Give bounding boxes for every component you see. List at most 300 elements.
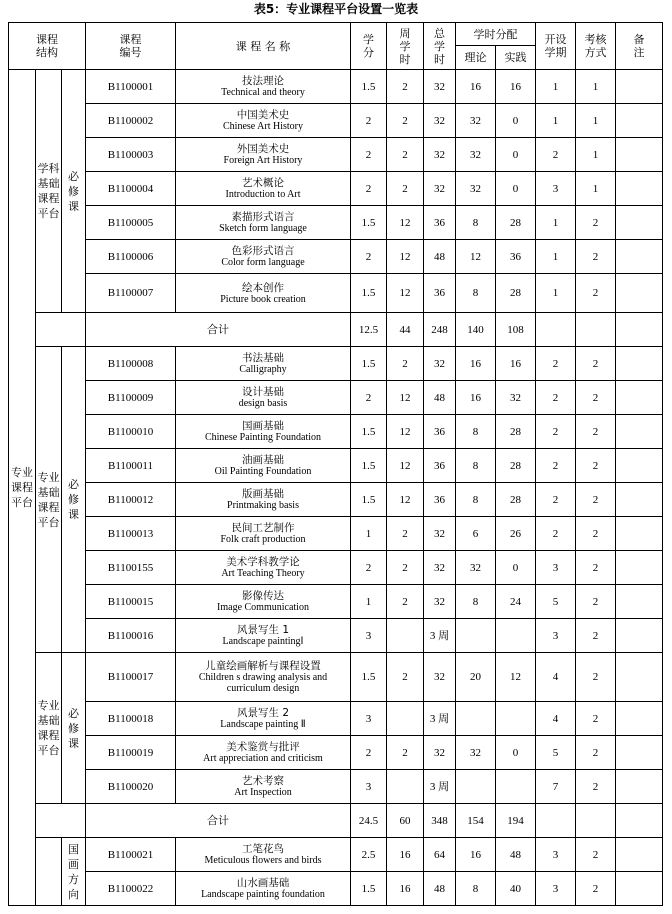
- cell-weekly: 2: [387, 172, 424, 206]
- header-name: 课 程 名 称: [176, 23, 351, 70]
- cell-remarks: [616, 172, 663, 206]
- cell-credits: 3: [351, 619, 387, 653]
- cell-semester: 3: [536, 838, 576, 872]
- group2b-label-text: 专业基础课程平台: [37, 699, 60, 757]
- course-name: [176, 274, 351, 313]
- header-weekly: 周学时: [387, 23, 424, 70]
- cell-semester: 3: [536, 872, 576, 906]
- cell-weekly: 12: [387, 206, 424, 240]
- course-name-en: Landscape painting foundation: [201, 889, 325, 900]
- table-row: [9, 138, 663, 172]
- cell-semester: 1: [536, 274, 576, 313]
- cell-semester: 1: [536, 70, 576, 104]
- table-row: [9, 381, 663, 415]
- course-name-cn: 色彩形式语言: [231, 245, 295, 257]
- cell-practice: 28: [496, 206, 536, 240]
- cell-assess: 2: [576, 551, 616, 585]
- cell-weekly: 12: [387, 274, 424, 313]
- cell-credits: 1.5: [351, 347, 387, 381]
- cell-weekly: 12: [387, 381, 424, 415]
- course-name: [176, 551, 351, 585]
- cell-total: 48: [424, 240, 456, 274]
- cell-theory: 8: [456, 585, 496, 619]
- cell-remarks: [616, 274, 663, 313]
- header-code: 课程编号: [86, 23, 176, 70]
- course-name-en: Art Teaching Theory: [221, 568, 305, 579]
- course-name-en: design basis: [238, 398, 288, 409]
- course-code: B1100013: [86, 517, 176, 551]
- cell-credits: 1.5: [351, 415, 387, 449]
- cell-remarks: [616, 551, 663, 585]
- cell-weekly: 2: [387, 517, 424, 551]
- table-row: [9, 415, 663, 449]
- cell-total: 36: [424, 206, 456, 240]
- subtotal-weekly: 60: [387, 804, 424, 838]
- cell-remarks: [616, 381, 663, 415]
- course-code: B1100010: [86, 415, 176, 449]
- cell-weekly: 12: [387, 240, 424, 274]
- cell-credits: 2.5: [351, 838, 387, 872]
- course-name-cn: 美术鉴赏与批评: [226, 741, 300, 753]
- subtotal-empty: [536, 804, 576, 838]
- cell-semester: 2: [536, 347, 576, 381]
- cell-theory: 8: [456, 274, 496, 313]
- cell-credits: 2: [351, 551, 387, 585]
- course-name-cn: 儿童绘画解析与课程设置: [205, 660, 321, 672]
- course-name: [176, 240, 351, 274]
- cell-total: 32: [424, 138, 456, 172]
- course-name-cn: 风景写生 1: [236, 624, 290, 636]
- course-code: B1100011: [86, 449, 176, 483]
- cell-theory: 16: [456, 381, 496, 415]
- table-row: [9, 872, 663, 906]
- cell-theory: 16: [456, 70, 496, 104]
- cell-remarks: [616, 483, 663, 517]
- cell-weekly: 2: [387, 551, 424, 585]
- course-name-en: Oil Painting Foundation: [214, 466, 312, 477]
- cell-semester: 1: [536, 104, 576, 138]
- required2b-label: [62, 653, 86, 804]
- cell-total: 32: [424, 172, 456, 206]
- cell-theory: 16: [456, 838, 496, 872]
- cell-semester: 1: [536, 240, 576, 274]
- cell-remarks: [616, 449, 663, 483]
- cell-total: 48: [424, 872, 456, 906]
- cell-practice: 0: [496, 736, 536, 770]
- course-name: [176, 206, 351, 240]
- cell-credits: 3: [351, 702, 387, 736]
- required2a-label-text: 必修课: [68, 478, 79, 521]
- group2b-label: [36, 653, 62, 804]
- header-total: 总学时: [424, 23, 456, 70]
- cell-practice: 0: [496, 172, 536, 206]
- cell-assess: 2: [576, 274, 616, 313]
- course-name-en: Color form language: [221, 257, 305, 268]
- table-row: [9, 619, 663, 653]
- cell-weekly: 2: [387, 736, 424, 770]
- subtotal-empty: [576, 804, 616, 838]
- course-name-en: Picture book creation: [220, 293, 306, 305]
- cell-semester: 7: [536, 770, 576, 804]
- cell-assess: 1: [576, 172, 616, 206]
- cell-practice: 16: [496, 347, 536, 381]
- header-assessment: 考核方式: [576, 23, 616, 70]
- cell-theory: 12: [456, 240, 496, 274]
- cell-semester: 2: [536, 517, 576, 551]
- cell-remarks: [616, 517, 663, 551]
- subtotal-credits: 12.5: [351, 313, 387, 347]
- cell-practice: 36: [496, 240, 536, 274]
- cell-assess: 1: [576, 138, 616, 172]
- cell-assess: 2: [576, 619, 616, 653]
- course-name: [176, 381, 351, 415]
- cell-semester: 3: [536, 172, 576, 206]
- cell-theory: 20: [456, 653, 496, 702]
- course-name-cn: 中国美术史: [236, 109, 290, 121]
- cell-practice: 28: [496, 274, 536, 313]
- course-name-cn: 风景写生 2: [236, 707, 290, 719]
- course-name-en: Sketch form language: [219, 223, 307, 234]
- cell-weekly: [387, 770, 424, 804]
- group2a-label-text: 专业基础课程平台: [37, 470, 60, 529]
- cell-weekly: [387, 619, 424, 653]
- course-name-en: Landscape paintingⅠ: [222, 636, 304, 647]
- table-row: [9, 551, 663, 585]
- cell-total: 32: [424, 104, 456, 138]
- cell-total: 32: [424, 517, 456, 551]
- subtotal-total: 348: [424, 804, 456, 838]
- cell-remarks: [616, 138, 663, 172]
- cell-semester: 3: [536, 619, 576, 653]
- subtotal-row: [9, 804, 663, 838]
- cell-theory: 32: [456, 551, 496, 585]
- cell-total: 64: [424, 838, 456, 872]
- platform-label-text: 专业课程平台: [11, 466, 33, 509]
- table-row: [9, 172, 663, 206]
- table-title: 表5：专业课程平台设置一览表: [253, 2, 419, 16]
- course-name-cn: 书法基础: [242, 352, 284, 364]
- table-row: [9, 347, 663, 381]
- cell-practice: 26: [496, 517, 536, 551]
- cell-credits: 1.5: [351, 274, 387, 313]
- course-name: [176, 449, 351, 483]
- cell-theory: 8: [456, 872, 496, 906]
- cell-credits: 2: [351, 240, 387, 274]
- course-name: [176, 70, 351, 104]
- table-row: [9, 838, 663, 872]
- cell-remarks: [616, 770, 663, 804]
- header-semester: 开设学期: [536, 23, 576, 70]
- cell-assess: 2: [576, 517, 616, 551]
- cell-semester: 2: [536, 381, 576, 415]
- cell-total: 32: [424, 585, 456, 619]
- cell-semester: 2: [536, 415, 576, 449]
- cell-theory: [456, 619, 496, 653]
- cell-theory: 6: [456, 517, 496, 551]
- cell-weekly: 12: [387, 449, 424, 483]
- cell-semester: 4: [536, 653, 576, 702]
- cell-assess: 2: [576, 838, 616, 872]
- course-table: [8, 22, 663, 906]
- cell-total: 32: [424, 70, 456, 104]
- table-row: [9, 736, 663, 770]
- cell-credits: 1.5: [351, 449, 387, 483]
- header-structure: 课程结构: [9, 23, 86, 70]
- cell-practice: 28: [496, 415, 536, 449]
- cell-total: 36: [424, 449, 456, 483]
- cell-assess: 1: [576, 104, 616, 138]
- course-name: [176, 172, 351, 206]
- course-code: B1100017: [86, 653, 176, 702]
- subtotal-label: 合计: [86, 804, 351, 838]
- subtotal-total: 248: [424, 313, 456, 347]
- course-name: [176, 702, 351, 736]
- course-code: B1100018: [86, 702, 176, 736]
- table-row: [9, 274, 663, 313]
- subtotal-theory: 140: [456, 313, 496, 347]
- header-theory: 理论: [456, 46, 496, 70]
- cell-theory: 8: [456, 415, 496, 449]
- course-name: [176, 872, 351, 906]
- course-name: [176, 770, 351, 804]
- cell-theory: 8: [456, 206, 496, 240]
- cell-assess: 2: [576, 240, 616, 274]
- cell-semester: 2: [536, 449, 576, 483]
- course-code: B1100015: [86, 585, 176, 619]
- direction-spacer: [36, 838, 62, 906]
- course-name-en: Chinese Painting Foundation: [204, 432, 322, 443]
- cell-credits: 1.5: [351, 653, 387, 702]
- cell-practice: 16: [496, 70, 536, 104]
- header-practice: 实践: [496, 46, 536, 70]
- course-code: B1100006: [86, 240, 176, 274]
- cell-practice: 28: [496, 483, 536, 517]
- course-code: B1100016: [86, 619, 176, 653]
- cell-remarks: [616, 415, 663, 449]
- course-name: [176, 517, 351, 551]
- cell-credits: 2: [351, 172, 387, 206]
- cell-semester: 2: [536, 138, 576, 172]
- cell-remarks: [616, 838, 663, 872]
- cell-practice: 24: [496, 585, 536, 619]
- course-code: B1100004: [86, 172, 176, 206]
- course-name-en: Children s drawing analysis and curriculum design: [198, 672, 328, 694]
- cell-assess: 2: [576, 702, 616, 736]
- course-name: [176, 653, 351, 702]
- course-name-cn: 外国美术史: [236, 143, 290, 155]
- cell-theory: [456, 702, 496, 736]
- cell-practice: 32: [496, 381, 536, 415]
- subtotal-theory: 154: [456, 804, 496, 838]
- cell-remarks: [616, 702, 663, 736]
- cell-theory: 32: [456, 104, 496, 138]
- cell-theory: 32: [456, 172, 496, 206]
- cell-practice: 12: [496, 653, 536, 702]
- cell-theory: 8: [456, 483, 496, 517]
- cell-theory: [456, 770, 496, 804]
- cell-remarks: [616, 347, 663, 381]
- course-name-en: Technical and theory: [221, 87, 305, 98]
- cell-total: 32: [424, 347, 456, 381]
- cell-credits: 1.5: [351, 483, 387, 517]
- cell-semester: 3: [536, 551, 576, 585]
- cell-practice: 28: [496, 449, 536, 483]
- group1-label-text: 学科基础课程平台: [37, 162, 60, 220]
- cell-assess: 1: [576, 70, 616, 104]
- cell-practice: 0: [496, 104, 536, 138]
- course-code: B1100021: [86, 838, 176, 872]
- cell-weekly: 16: [387, 838, 424, 872]
- cell-credits: 1: [351, 517, 387, 551]
- course-name: [176, 483, 351, 517]
- table-row: [9, 702, 663, 736]
- cell-assess: 2: [576, 206, 616, 240]
- cell-credits: 2: [351, 138, 387, 172]
- course-code: B1100008: [86, 347, 176, 381]
- cell-weekly: 2: [387, 138, 424, 172]
- table-row: [9, 206, 663, 240]
- course-name-en: Art Inspection: [234, 787, 292, 798]
- cell-practice: 40: [496, 872, 536, 906]
- cell-assess: 2: [576, 736, 616, 770]
- required1-label: [62, 70, 86, 313]
- course-name-en: Folk craft production: [220, 534, 306, 545]
- course-name-en: Chinese Art History: [223, 121, 303, 132]
- cell-total: 36: [424, 274, 456, 313]
- cell-remarks: [616, 585, 663, 619]
- table-row: [9, 770, 663, 804]
- cell-assess: 2: [576, 872, 616, 906]
- subtotal-row: [9, 313, 663, 347]
- cell-credits: 1.5: [351, 70, 387, 104]
- group1-label: [36, 70, 62, 313]
- direction-label-text: 国画方向: [68, 842, 79, 901]
- course-code: B1100007: [86, 274, 176, 313]
- cell-weekly: 2: [387, 585, 424, 619]
- cell-practice: [496, 702, 536, 736]
- cell-total: 3 周: [424, 770, 456, 804]
- cell-practice: [496, 770, 536, 804]
- course-code: B1100020: [86, 770, 176, 804]
- course-name-en: Printmaking basis: [227, 500, 299, 511]
- required2a-label: [62, 347, 86, 653]
- cell-weekly: [387, 702, 424, 736]
- course-code: B1100003: [86, 138, 176, 172]
- required2b-label-text: 必修课: [68, 706, 79, 750]
- cell-assess: 2: [576, 381, 616, 415]
- table-row: [9, 585, 663, 619]
- course-name: [176, 585, 351, 619]
- cell-remarks: [616, 206, 663, 240]
- course-code: B1100155: [86, 551, 176, 585]
- table-row: [9, 240, 663, 274]
- cell-weekly: 2: [387, 653, 424, 702]
- group2a-label: [36, 347, 62, 653]
- subtotal-practice: 194: [496, 804, 536, 838]
- course-name: [176, 104, 351, 138]
- course-name-cn: 油画基础: [242, 454, 284, 466]
- course-name-cn: 工笔花鸟: [242, 843, 284, 855]
- course-code: B1100022: [86, 872, 176, 906]
- table-body: [9, 70, 663, 906]
- cell-semester: 2: [536, 483, 576, 517]
- cell-remarks: [616, 736, 663, 770]
- cell-credits: 2: [351, 736, 387, 770]
- cell-assess: 2: [576, 449, 616, 483]
- course-name: [176, 736, 351, 770]
- cell-weekly: 12: [387, 483, 424, 517]
- cell-semester: 5: [536, 585, 576, 619]
- course-code: B1100002: [86, 104, 176, 138]
- cell-theory: 8: [456, 449, 496, 483]
- cell-credits: 2: [351, 381, 387, 415]
- cell-remarks: [616, 619, 663, 653]
- course-name-cn: 绘本创作: [242, 281, 284, 294]
- cell-credits: 1: [351, 585, 387, 619]
- course-name-en: Art appreciation and criticism: [203, 753, 323, 764]
- cell-remarks: [616, 70, 663, 104]
- cell-assess: 2: [576, 585, 616, 619]
- cell-credits: 2: [351, 104, 387, 138]
- cell-remarks: [616, 104, 663, 138]
- subtotal-label: 合计: [86, 313, 351, 347]
- table-row: [9, 653, 663, 702]
- course-name: [176, 138, 351, 172]
- subtotal-spacer: [36, 804, 86, 838]
- course-name-cn: 艺术概论: [242, 177, 284, 189]
- cell-remarks: [616, 872, 663, 906]
- cell-total: 32: [424, 653, 456, 702]
- subtotal-credits: 24.5: [351, 804, 387, 838]
- cell-total: 36: [424, 415, 456, 449]
- table-row: [9, 517, 663, 551]
- required1-label-text: 必修课: [68, 169, 79, 213]
- cell-semester: 5: [536, 736, 576, 770]
- table-row: [9, 483, 663, 517]
- course-name-cn: 技法理论: [242, 75, 284, 87]
- course-code: B1100012: [86, 483, 176, 517]
- course-name: [176, 619, 351, 653]
- table-row: [9, 70, 663, 104]
- cell-assess: 2: [576, 415, 616, 449]
- header-remarks: 备注: [616, 23, 663, 70]
- cell-total: 32: [424, 736, 456, 770]
- cell-theory: 32: [456, 736, 496, 770]
- cell-practice: 0: [496, 138, 536, 172]
- subtotal-empty: [576, 313, 616, 347]
- cell-remarks: [616, 653, 663, 702]
- cell-practice: [496, 619, 536, 653]
- course-name: [176, 347, 351, 381]
- course-name-en: Image Communication: [217, 602, 309, 613]
- course-name-en: Introduction to Art: [225, 189, 301, 200]
- subtotal-weekly: 44: [387, 313, 424, 347]
- cell-theory: 16: [456, 347, 496, 381]
- cell-practice: 48: [496, 838, 536, 872]
- course-code: B1100019: [86, 736, 176, 770]
- cell-assess: 2: [576, 347, 616, 381]
- course-name-en: Foreign Art History: [223, 155, 303, 166]
- platform-label: [9, 70, 36, 906]
- cell-theory: 32: [456, 138, 496, 172]
- cell-total: 3 周: [424, 702, 456, 736]
- subtotal-empty: [536, 313, 576, 347]
- table-row: [9, 104, 663, 138]
- course-name-cn: 民间工艺制作: [231, 522, 295, 534]
- cell-total: 3 周: [424, 619, 456, 653]
- course-name-en: Meticulous flowers and birds: [204, 855, 322, 866]
- cell-weekly: 12: [387, 415, 424, 449]
